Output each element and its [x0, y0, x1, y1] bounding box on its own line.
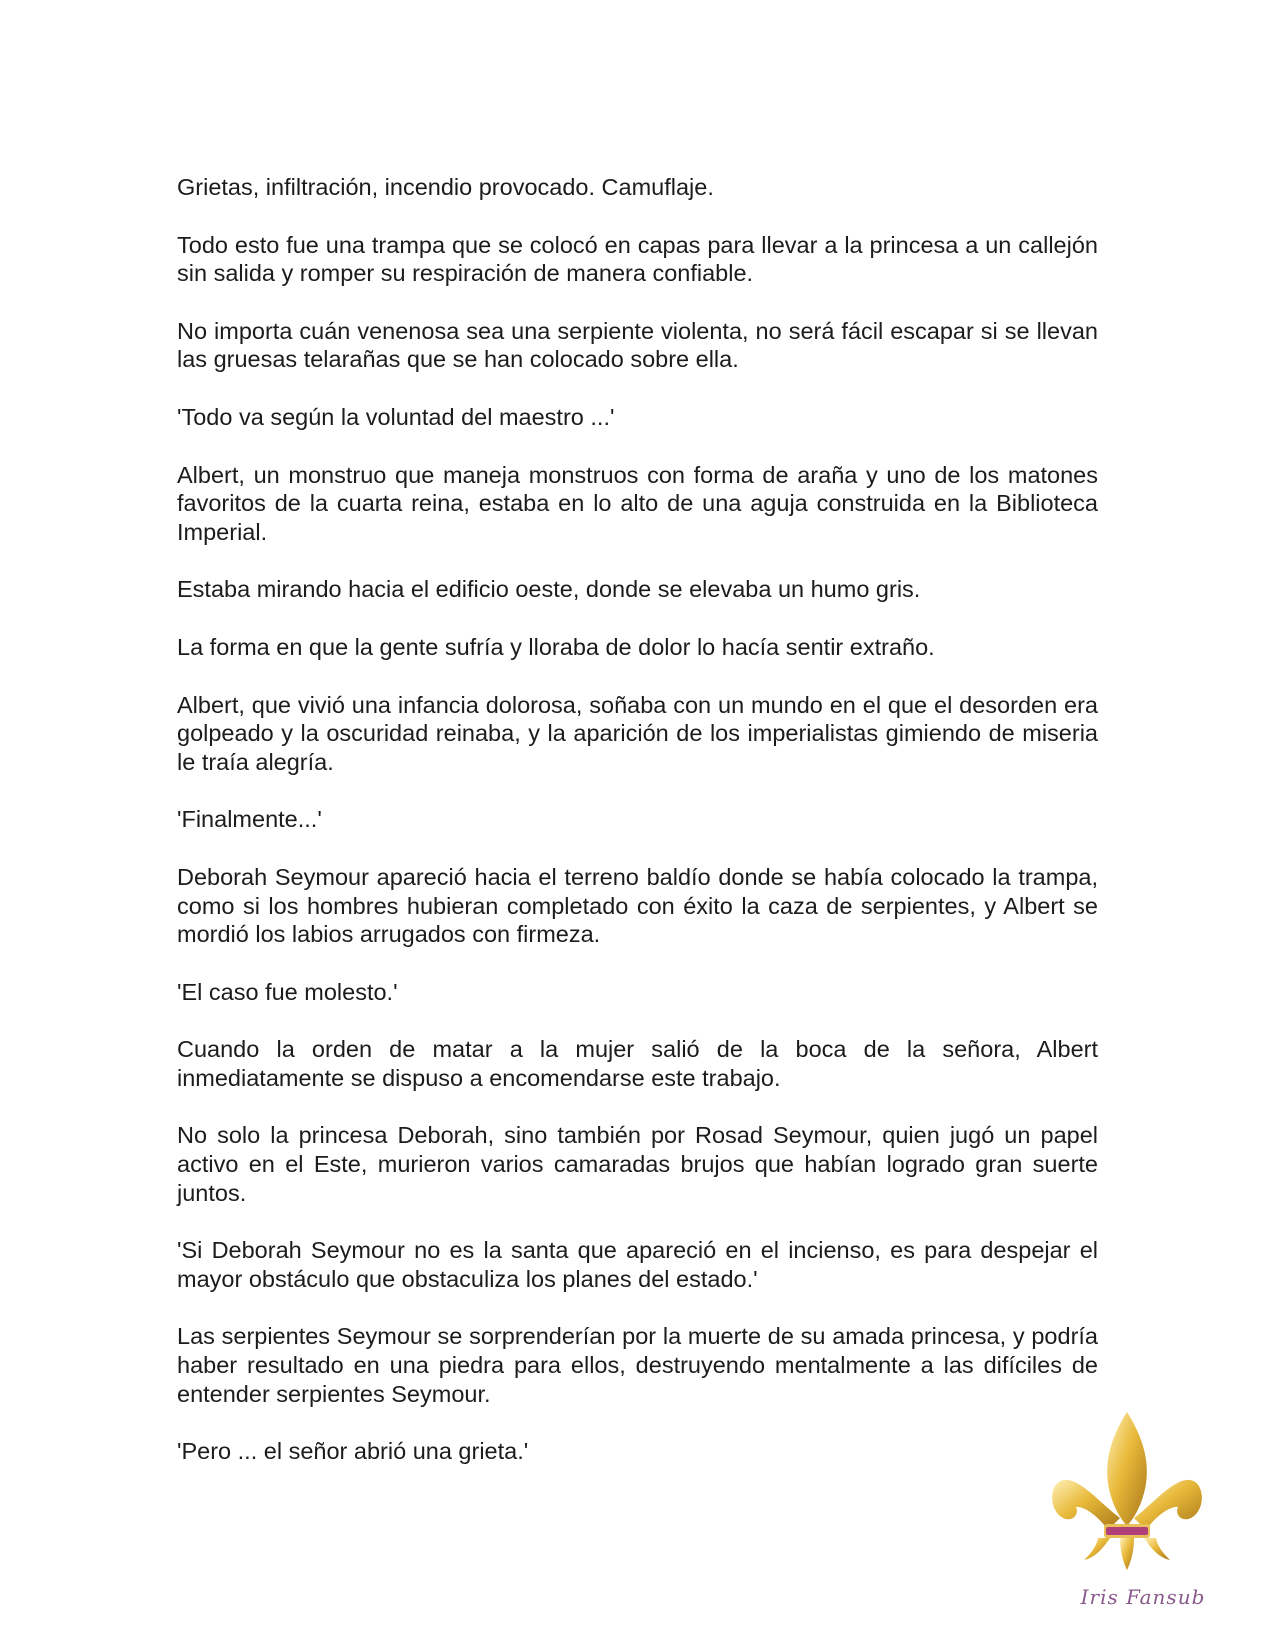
- paragraph: 'Todo va según la voluntad del maestro ...': [177, 403, 615, 430]
- paragraph: Albert, que vivió una infancia dolorosa, soñaba con un mundo en el que el desorden era golpeado y la oscuridad reinaba, y la aparición de los imperialistas gimiendo de miseria le traía alegría.: [177, 691, 1098, 775]
- paragraph: 'Pero ... el señor abrió una grieta.': [177, 1438, 529, 1465]
- paragraph: Albert, un monstruo que maneja monstruos con forma de araña y uno de los matones favoritos de la cuarta reina, estaba en lo alto de una aguja construida en la Biblioteca Imperial.: [177, 461, 1098, 545]
- paragraph: Grietas, infiltración, incendio provocado. Camuflaje.: [177, 174, 714, 200]
- fleur-de-lis-icon: [1050, 1408, 1225, 1608]
- paragraph: No importa cuán venenosa sea una serpiente violenta, no será fácil escapar si se llevan las gruesas telarañas que se han colocado sobre ella.: [177, 317, 1098, 373]
- paragraph: Deborah Seymour apareció hacia el terreno baldío donde se había colocado la trampa, como si los hombres hubieran completado con éxito la caza de serpientes, y Albert se mordió los labios arrugados con firmeza.: [177, 863, 1098, 948]
- paragraph: 'Finalmente...': [177, 806, 322, 833]
- paragraph: Estaba mirando hacia el edificio oeste, donde se elevaba un humo gris.: [177, 576, 921, 603]
- document-body: [177, 173, 1098, 1495]
- watermark-text: Iris Fansub: [1080, 1585, 1206, 1609]
- paragraph: Todo esto fue una trampa que se colocó en capas para llevar a la princesa a un callejón sin salida y romper su respiración de manera confiable.: [177, 231, 1098, 287]
- paragraph: La forma en que la gente sufría y lloraba de dolor lo hacía sentir extraño.: [177, 633, 935, 660]
- paragraph: Las serpientes Seymour se sorprenderían por la muerte de su amada princesa, y podría haber resultado en una piedra para ellos, destruyendo mentalmente a las difíciles de entender serpientes Seymour.: [177, 1323, 1098, 1407]
- paragraph: No solo la princesa Deborah, sino también por Rosad Seymour, quien jugó un papel activo en el Este, murieron varios camaradas brujos que habían logrado gran suerte juntos.: [177, 1122, 1098, 1206]
- paragraph: 'Si Deborah Seymour no es la santa que apareció en el incienso, es para despejar el mayor obstáculo que obstaculiza los planes del estado.': [177, 1237, 1098, 1292]
- paragraph: 'El caso fue molesto.': [177, 978, 398, 1005]
- paragraph: Cuando la orden de matar a la mujer salió de la boca de la señora, Albert inmediatamente se dispuso a encomendarse este trabajo.: [177, 1036, 1098, 1091]
